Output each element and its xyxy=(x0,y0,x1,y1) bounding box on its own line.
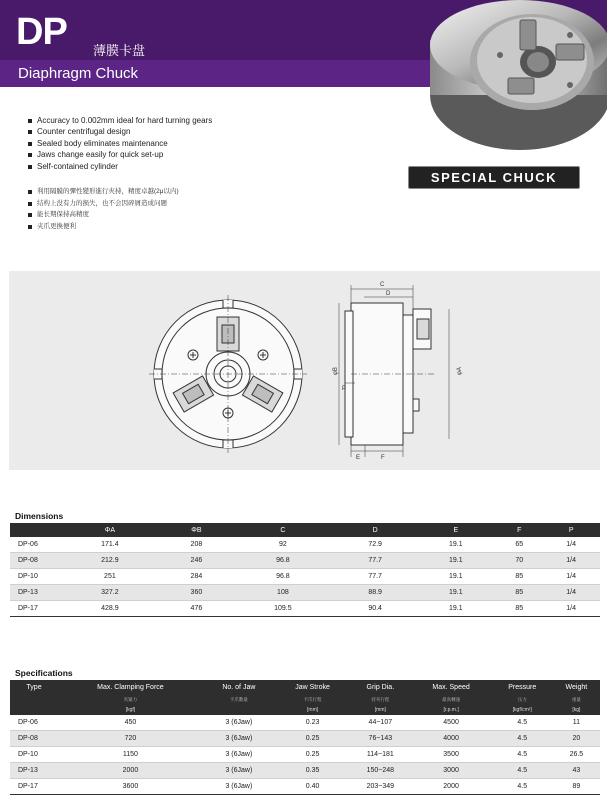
table-cell: 2000 xyxy=(410,779,491,795)
title-english: Diaphragm Chuck xyxy=(18,65,139,82)
table-row xyxy=(10,601,600,617)
dim-label-e: E xyxy=(356,455,361,461)
table-cell: DP-08 xyxy=(10,553,58,569)
table-cell: 20 xyxy=(553,731,600,747)
table-cell: 208 xyxy=(162,537,231,553)
table-cell: 4000 xyxy=(410,731,491,747)
table-cell: 4.5 xyxy=(492,747,553,763)
table-cell: 327.2 xyxy=(58,585,162,601)
table-cell: 44~107 xyxy=(350,715,410,731)
col-header: Weight 重量 [kg] xyxy=(553,680,600,715)
product-chuck-image xyxy=(420,0,607,150)
dim-label-b: φB xyxy=(333,367,339,375)
dimensions-table xyxy=(10,523,600,617)
col-header: Pressure 压力 [kgf/cm²] xyxy=(492,680,553,715)
table-cell: 88.9 xyxy=(335,585,416,601)
col-header: Max. Speed 最高轉速 [r.p.m.] xyxy=(410,680,491,715)
dim-label-c: C xyxy=(380,282,385,288)
feature-item-cn: 能长期保持高精度 xyxy=(28,209,179,221)
table-cell: DP-08 xyxy=(10,731,58,747)
table-cell: 72.9 xyxy=(335,537,416,553)
table-cell: 150~248 xyxy=(350,763,410,779)
feature-item-cn: 结构上没有力的损失，也不会因碎屑造成问题 xyxy=(28,198,179,210)
specifications-title: Specifications xyxy=(15,668,73,678)
table-cell: 89 xyxy=(553,779,600,795)
model-code: DP xyxy=(16,11,67,53)
col-header: Jaw Stroke 卡爪行程 [mm] xyxy=(275,680,350,715)
table-cell: 26.5 xyxy=(553,747,600,763)
table-row xyxy=(10,779,600,795)
col-header: Max. Clamping Force 夹紧力 [kgf] xyxy=(58,680,203,715)
specifications-header-row xyxy=(10,680,600,715)
specifications-table xyxy=(10,680,600,795)
table-cell: 428.9 xyxy=(58,601,162,617)
table-cell: 3600 xyxy=(58,779,203,795)
feature-item: Counter centrifugal design xyxy=(28,126,212,137)
table-cell: 4.5 xyxy=(492,763,553,779)
col-header: E xyxy=(415,523,496,537)
table-row xyxy=(10,731,600,747)
table-cell: 3 (6Jaw) xyxy=(203,763,275,779)
table-cell: 0.23 xyxy=(275,715,350,731)
table-cell: 3 (6Jaw) xyxy=(203,731,275,747)
table-cell: 90.4 xyxy=(335,601,416,617)
feature-item: Sealed body eliminates maintenance xyxy=(28,138,212,149)
table-cell: DP-13 xyxy=(10,763,58,779)
table-cell: 3 (6Jaw) xyxy=(203,715,275,731)
table-cell: 19.1 xyxy=(415,601,496,617)
table-cell: 284 xyxy=(162,569,231,585)
special-chuck-badge: SPECIAL CHUCK xyxy=(408,166,580,189)
table-row xyxy=(10,585,600,601)
title-chinese: 薄膜卡盘 xyxy=(93,43,146,58)
table-cell: 251 xyxy=(58,569,162,585)
technical-drawing-panel xyxy=(9,271,600,470)
table-cell: DP-06 xyxy=(10,537,58,553)
table-cell: 3 (6Jaw) xyxy=(203,747,275,763)
table-cell: 43 xyxy=(553,763,600,779)
table-cell: 1/4 xyxy=(542,585,600,601)
table-cell: 1/4 xyxy=(542,537,600,553)
table-cell: 0.35 xyxy=(275,763,350,779)
dim-label-f: F xyxy=(381,455,385,461)
table-cell: 4.5 xyxy=(492,779,553,795)
col-header: ΦA xyxy=(58,523,162,537)
features-english xyxy=(28,115,212,172)
table-cell: 203~349 xyxy=(350,779,410,795)
col-header xyxy=(10,523,58,537)
table-cell: DP-13 xyxy=(10,585,58,601)
table-cell: 0.25 xyxy=(275,747,350,763)
table-cell: 19.1 xyxy=(415,585,496,601)
feature-item-cn: 利用隔膜的彈性變形進行夾持，精度卓越(2μ以内) xyxy=(28,186,179,198)
table-cell: 246 xyxy=(162,553,231,569)
table-cell: 65 xyxy=(496,537,542,553)
table-cell: 1/4 xyxy=(542,553,600,569)
table-cell: 2000 xyxy=(58,763,203,779)
col-header: Type xyxy=(10,680,58,715)
feature-item-cn: 夹爪更換便利 xyxy=(28,221,179,233)
dim-label-p: P xyxy=(342,386,347,392)
table-cell: DP-17 xyxy=(10,601,58,617)
table-cell: 76~143 xyxy=(350,731,410,747)
feature-item: Self-contained cylinder xyxy=(28,161,212,172)
table-cell: 1/4 xyxy=(542,601,600,617)
col-header: No. of Jaw 卡爪數量 xyxy=(203,680,275,715)
dimensions-title: Dimensions xyxy=(15,511,64,521)
features-chinese xyxy=(28,186,179,232)
table-cell: 0.25 xyxy=(275,731,350,747)
table-cell: DP-10 xyxy=(10,569,58,585)
table-cell: 114~181 xyxy=(350,747,410,763)
table-cell: 360 xyxy=(162,585,231,601)
table-row xyxy=(10,569,600,585)
feature-item: Jaws change easily for quick set-up xyxy=(28,149,212,160)
side-view xyxy=(339,285,449,457)
table-cell: 0.40 xyxy=(275,779,350,795)
dim-label-a: φA xyxy=(457,367,463,375)
table-cell: 85 xyxy=(496,601,542,617)
table-cell: 109.5 xyxy=(231,601,335,617)
table-cell: 19.1 xyxy=(415,569,496,585)
table-cell: 96.8 xyxy=(231,569,335,585)
table-cell: 1150 xyxy=(58,747,203,763)
table-cell: DP-06 xyxy=(10,715,58,731)
col-header: Grip Dia. 持夾行程 [mm] xyxy=(350,680,410,715)
table-row xyxy=(10,537,600,553)
table-cell: 476 xyxy=(162,601,231,617)
table-row xyxy=(10,553,600,569)
table-cell: 19.1 xyxy=(415,537,496,553)
col-header: F xyxy=(496,523,542,537)
table-cell: 85 xyxy=(496,585,542,601)
dim-label-d: D xyxy=(386,291,391,297)
table-cell: DP-17 xyxy=(10,779,58,795)
table-row xyxy=(10,763,600,779)
table-cell: DP-10 xyxy=(10,747,58,763)
table-cell: 85 xyxy=(496,569,542,585)
table-cell: 171.4 xyxy=(58,537,162,553)
feature-item: Accuracy to 0.002mm ideal for hard turning gears xyxy=(28,115,212,126)
col-header: C xyxy=(231,523,335,537)
table-cell: 11 xyxy=(553,715,600,731)
front-view xyxy=(149,295,307,453)
table-cell: 77.7 xyxy=(335,569,416,585)
col-header: ΦB xyxy=(162,523,231,537)
table-cell: 212.9 xyxy=(58,553,162,569)
table-cell: 108 xyxy=(231,585,335,601)
table-cell: 70 xyxy=(496,553,542,569)
technical-drawing xyxy=(9,271,600,470)
col-header: D xyxy=(335,523,416,537)
table-cell: 19.1 xyxy=(415,553,496,569)
table-cell: 77.7 xyxy=(335,553,416,569)
col-header: P xyxy=(542,523,600,537)
table-cell: 450 xyxy=(58,715,203,731)
table-cell: 3000 xyxy=(410,763,491,779)
table-cell: 720 xyxy=(58,731,203,747)
table-cell: 4.5 xyxy=(492,715,553,731)
table-cell: 4500 xyxy=(410,715,491,731)
table-cell: 3 (6Jaw) xyxy=(203,779,275,795)
table-cell: 92 xyxy=(231,537,335,553)
table-cell: 4.5 xyxy=(492,731,553,747)
table-row xyxy=(10,747,600,763)
table-cell: 96.8 xyxy=(231,553,335,569)
table-cell: 3500 xyxy=(410,747,491,763)
dimensions-header-row xyxy=(10,523,600,537)
table-cell: 1/4 xyxy=(542,569,600,585)
table-row xyxy=(10,715,600,731)
